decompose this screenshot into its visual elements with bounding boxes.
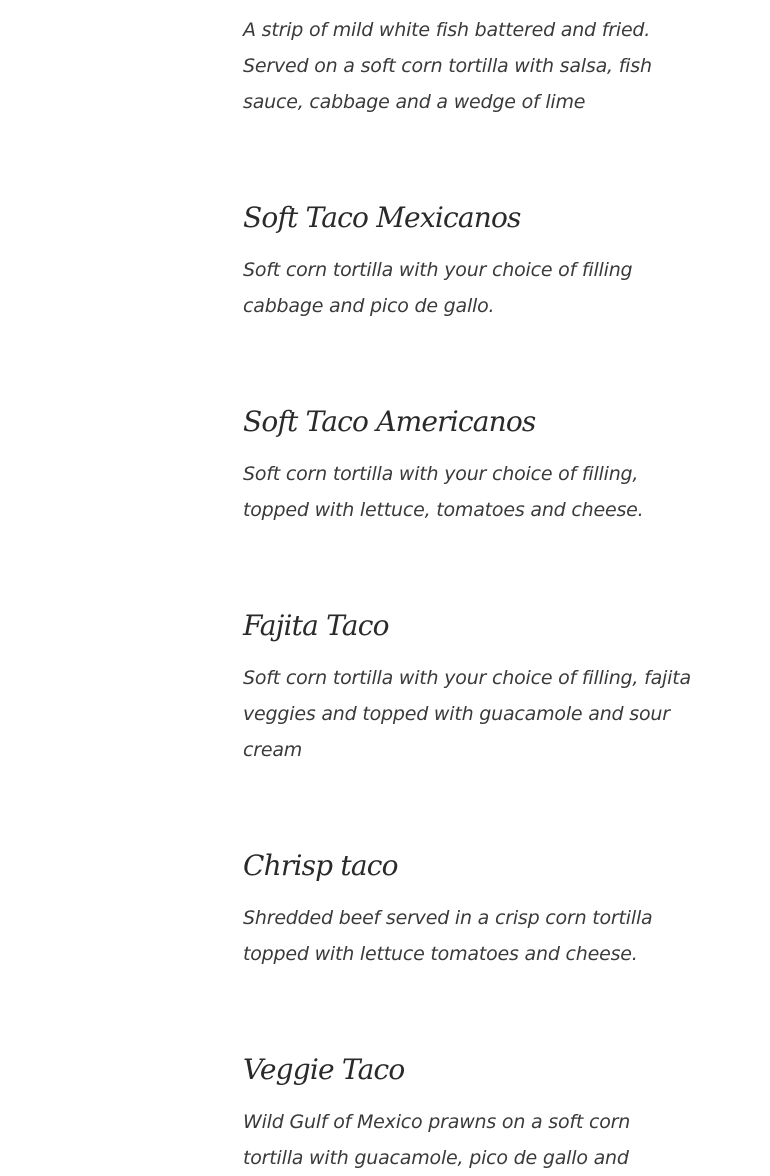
menu-item-description: Shredded beef served in a crisp corn tortilla topped with lettuce tomatoes and cheese. (243, 907, 653, 965)
menu-item-title: Soft Taco Mexicanos (243, 201, 521, 234)
menu-item-description: Soft corn tortilla with your choice of filling, topped with lettuce, tomatoes and cheese. (243, 463, 644, 521)
menu-item-title: Veggie Taco (243, 1053, 405, 1086)
menu-item-title: Fajita Taco (243, 609, 389, 642)
menu-item-description: Soft corn tortilla with your choice of filling, fajita veggies and topped with guacamole and sour cream (243, 667, 691, 761)
menu-item-description: Wild Gulf of Mexico prawns on a soft corn tortilla with guacamole, pico de gallo and (243, 1111, 631, 1169)
menu-item-title: Soft Taco Americanos (243, 405, 536, 438)
menu-item-description: Soft corn tortilla with your choice of filling cabbage and pico de gallo. (243, 259, 633, 317)
menu-item-title: Chrisp taco (243, 849, 398, 882)
menu-item-description: A strip of mild white fish battered and fried. Served on a soft corn tortilla with salsa, fish sauce, cabbage and a wedge of lime (243, 19, 652, 113)
